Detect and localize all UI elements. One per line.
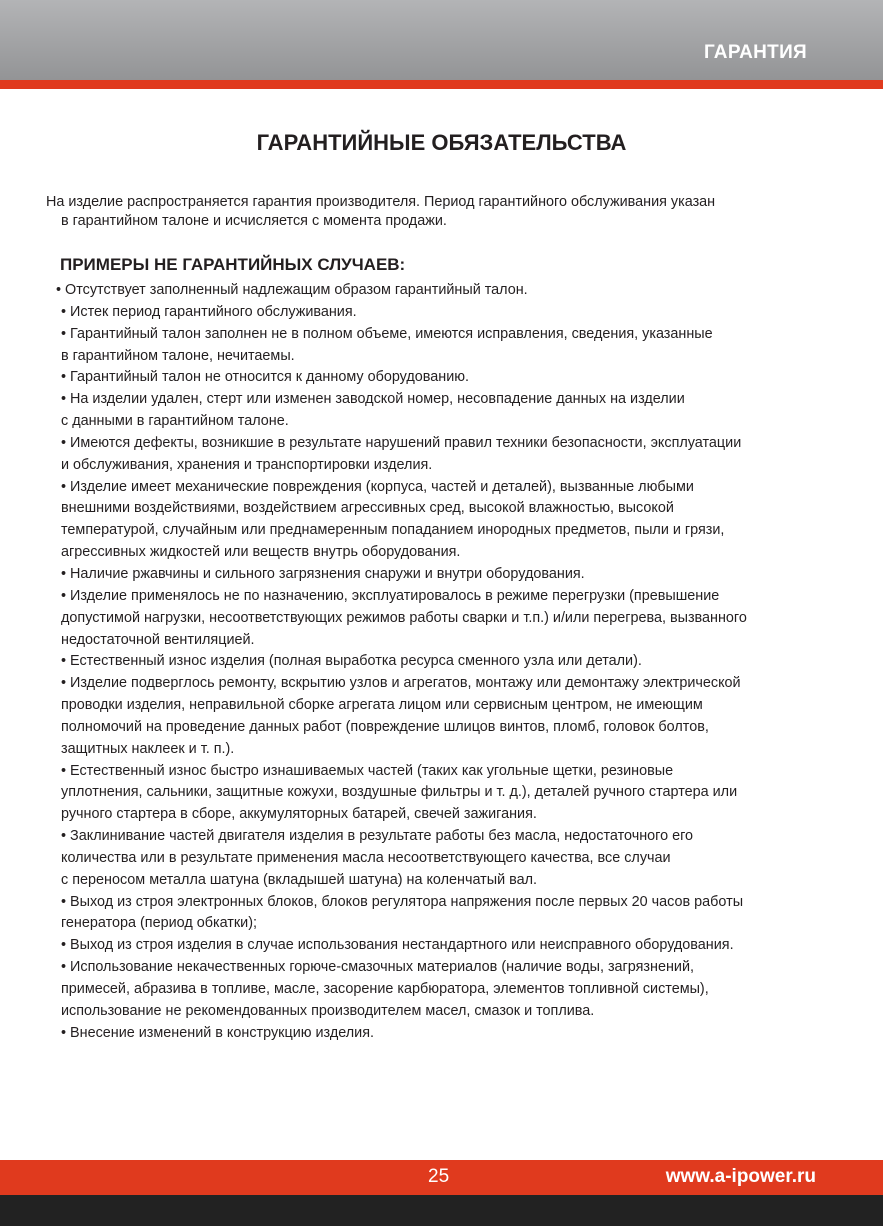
list-item-line: количества или в результате применения масла несоответствующего качества, все случаи	[61, 849, 671, 866]
list-item-line: полномочий на проведение данных работ (повреждение шлицов винтов, пломб, головок болтов,	[61, 718, 709, 735]
list-item-line: • Заклинивание частей двигателя изделия в результате работы без масла, недостаточного его	[61, 828, 694, 845]
intro-line: На изделие распространяется гарантия производителя. Период гарантийного обслуживания указан	[46, 194, 716, 210]
intro-paragraph	[46, 193, 836, 231]
list-item-line: с переносом металла шатуна (вкладышей шатуна) на коленчатый вал.	[61, 871, 537, 888]
list-item	[57, 302, 827, 324]
list-item	[57, 673, 827, 760]
list-item-line: • Гарантийный талон заполнен не в полном объеме, имеются исправления, сведения, указанные	[61, 325, 713, 342]
list-item-line: допустимой нагрузки, несоответствующих режимов работы сварки и т.п.) и/или перегрева, вызванного	[61, 609, 747, 626]
list-item	[57, 367, 827, 389]
list-item-line: уплотнения, сальники, защитные кожухи, воздушные фильтры и т. д.), деталей ручного стартера или	[61, 784, 738, 801]
section-title: ГАРАНТИЯ	[703, 42, 807, 63]
header-accent-stripe	[0, 80, 883, 89]
page-number: 25	[428, 1166, 450, 1187]
header-bar	[0, 0, 883, 80]
list-item-line: ручного стартера в сборе, аккумуляторных батарей, свечей зажигания.	[61, 806, 537, 823]
list-item-line: • Внесение изменений в конструкцию изделия.	[61, 1024, 374, 1041]
list-item-line: • Естественный износ изделия (полная выработка ресурса сменного узла или детали).	[61, 653, 642, 670]
list-item	[57, 324, 827, 368]
list-item-line: • Изделие имеет механические повреждения (корпуса, частей и деталей), вызванные любыми	[61, 478, 694, 495]
exclusions-list	[57, 280, 827, 1045]
list-item	[57, 957, 827, 1023]
list-item	[57, 586, 827, 652]
list-item-line: генератора (период обкатки);	[61, 915, 257, 932]
list-item-line: • Гарантийный талон не относится к данному оборудованию.	[61, 369, 470, 386]
list-item-line: недостаточной вентиляцией.	[61, 631, 255, 648]
list-item	[57, 1023, 827, 1045]
list-item	[57, 761, 827, 827]
list-item-line: • Имеются дефекты, возникшие в результате нарушений правил техники безопасности, эксплуатации	[61, 434, 742, 451]
list-item-line: • Использование некачественных горюче-смазочных материалов (наличие воды, загрязнений,	[61, 959, 695, 976]
list-item-line: и обслуживания, хранения и транспортировки изделия.	[61, 456, 433, 473]
list-item-line: защитных наклеек и т. п.).	[61, 740, 235, 757]
list-item-line: • Отсутствует заполненный надлежащим образом гарантийный талон.	[56, 282, 528, 298]
list-item-line: • Изделие подверглось ремонту, вскрытию узлов и агрегатов, монтажу или демонтажу электрической	[61, 675, 741, 692]
list-item	[57, 651, 827, 673]
list-item-line: • Истек период гарантийного обслуживания.	[61, 303, 357, 320]
list-item-line: в гарантийном талоне, нечитаемы.	[61, 347, 295, 364]
list-item-line: • Естественный износ быстро изнашиваемых частей (таких как угольные щетки, резиновые	[61, 762, 674, 779]
list-item-line: проводки изделия, неправильной сборке агрегата лицом или сервисным центром, не имеющим	[61, 697, 703, 714]
list-item-line: использование не рекомендованных производителем масел, смазок и топлива.	[61, 1002, 595, 1019]
list-item-line: примесей, абразива в топливе, масле, засорение карбюратора, элементов топливной системы),	[61, 981, 709, 997]
list-item-line: • Выход из строя электронных блоков, блоков регулятора напряжения после первых 20 часов работы	[61, 893, 744, 910]
list-item-line: • Выход из строя изделия в случае использования нестандартного или неисправного оборудования.	[61, 937, 734, 954]
list-item	[52, 280, 827, 302]
list-item	[57, 389, 827, 433]
page-title: ГАРАНТИЙНЫЕ ОБЯЗАТЕЛЬСТВА	[256, 130, 627, 155]
list-item	[57, 433, 827, 477]
list-item-line: внешними воздействиями, воздействием агрессивных сред, высокой влажностью, высокой	[61, 500, 674, 517]
list-item-line: • На изделии удален, стерт или изменен заводской номер, несовпадение данных на изделии	[61, 391, 685, 408]
list-item	[57, 477, 827, 564]
footer-bottom-band	[0, 1195, 883, 1226]
examples-heading: ПРИМЕРЫ НЕ ГАРАНТИЙНЫХ СЛУЧАЕВ:	[60, 255, 406, 274]
website-link[interactable]: www.a-ipower.ru	[665, 1166, 816, 1187]
list-item	[57, 935, 827, 957]
list-item-line: температурой, случайным или преднамеренным попаданием инородных предметов, пыли и грязи,	[61, 522, 725, 539]
list-item-line: с данными в гарантийном талоне.	[61, 413, 289, 430]
list-item-line: • Изделие применялось не по назначению, эксплуатировалось в режиме перегрузки (превышение	[61, 587, 720, 604]
list-item	[57, 892, 827, 936]
list-item	[57, 826, 827, 892]
list-item-line: • Наличие ржавчины и сильного загрязнения снаружи и внутри оборудования.	[61, 565, 585, 582]
intro-line: в гарантийном талоне и исчисляется с момента продажи.	[61, 213, 447, 229]
list-item-line: агрессивных жидкостей или веществ внутрь оборудования.	[61, 544, 461, 561]
list-item	[57, 564, 827, 586]
